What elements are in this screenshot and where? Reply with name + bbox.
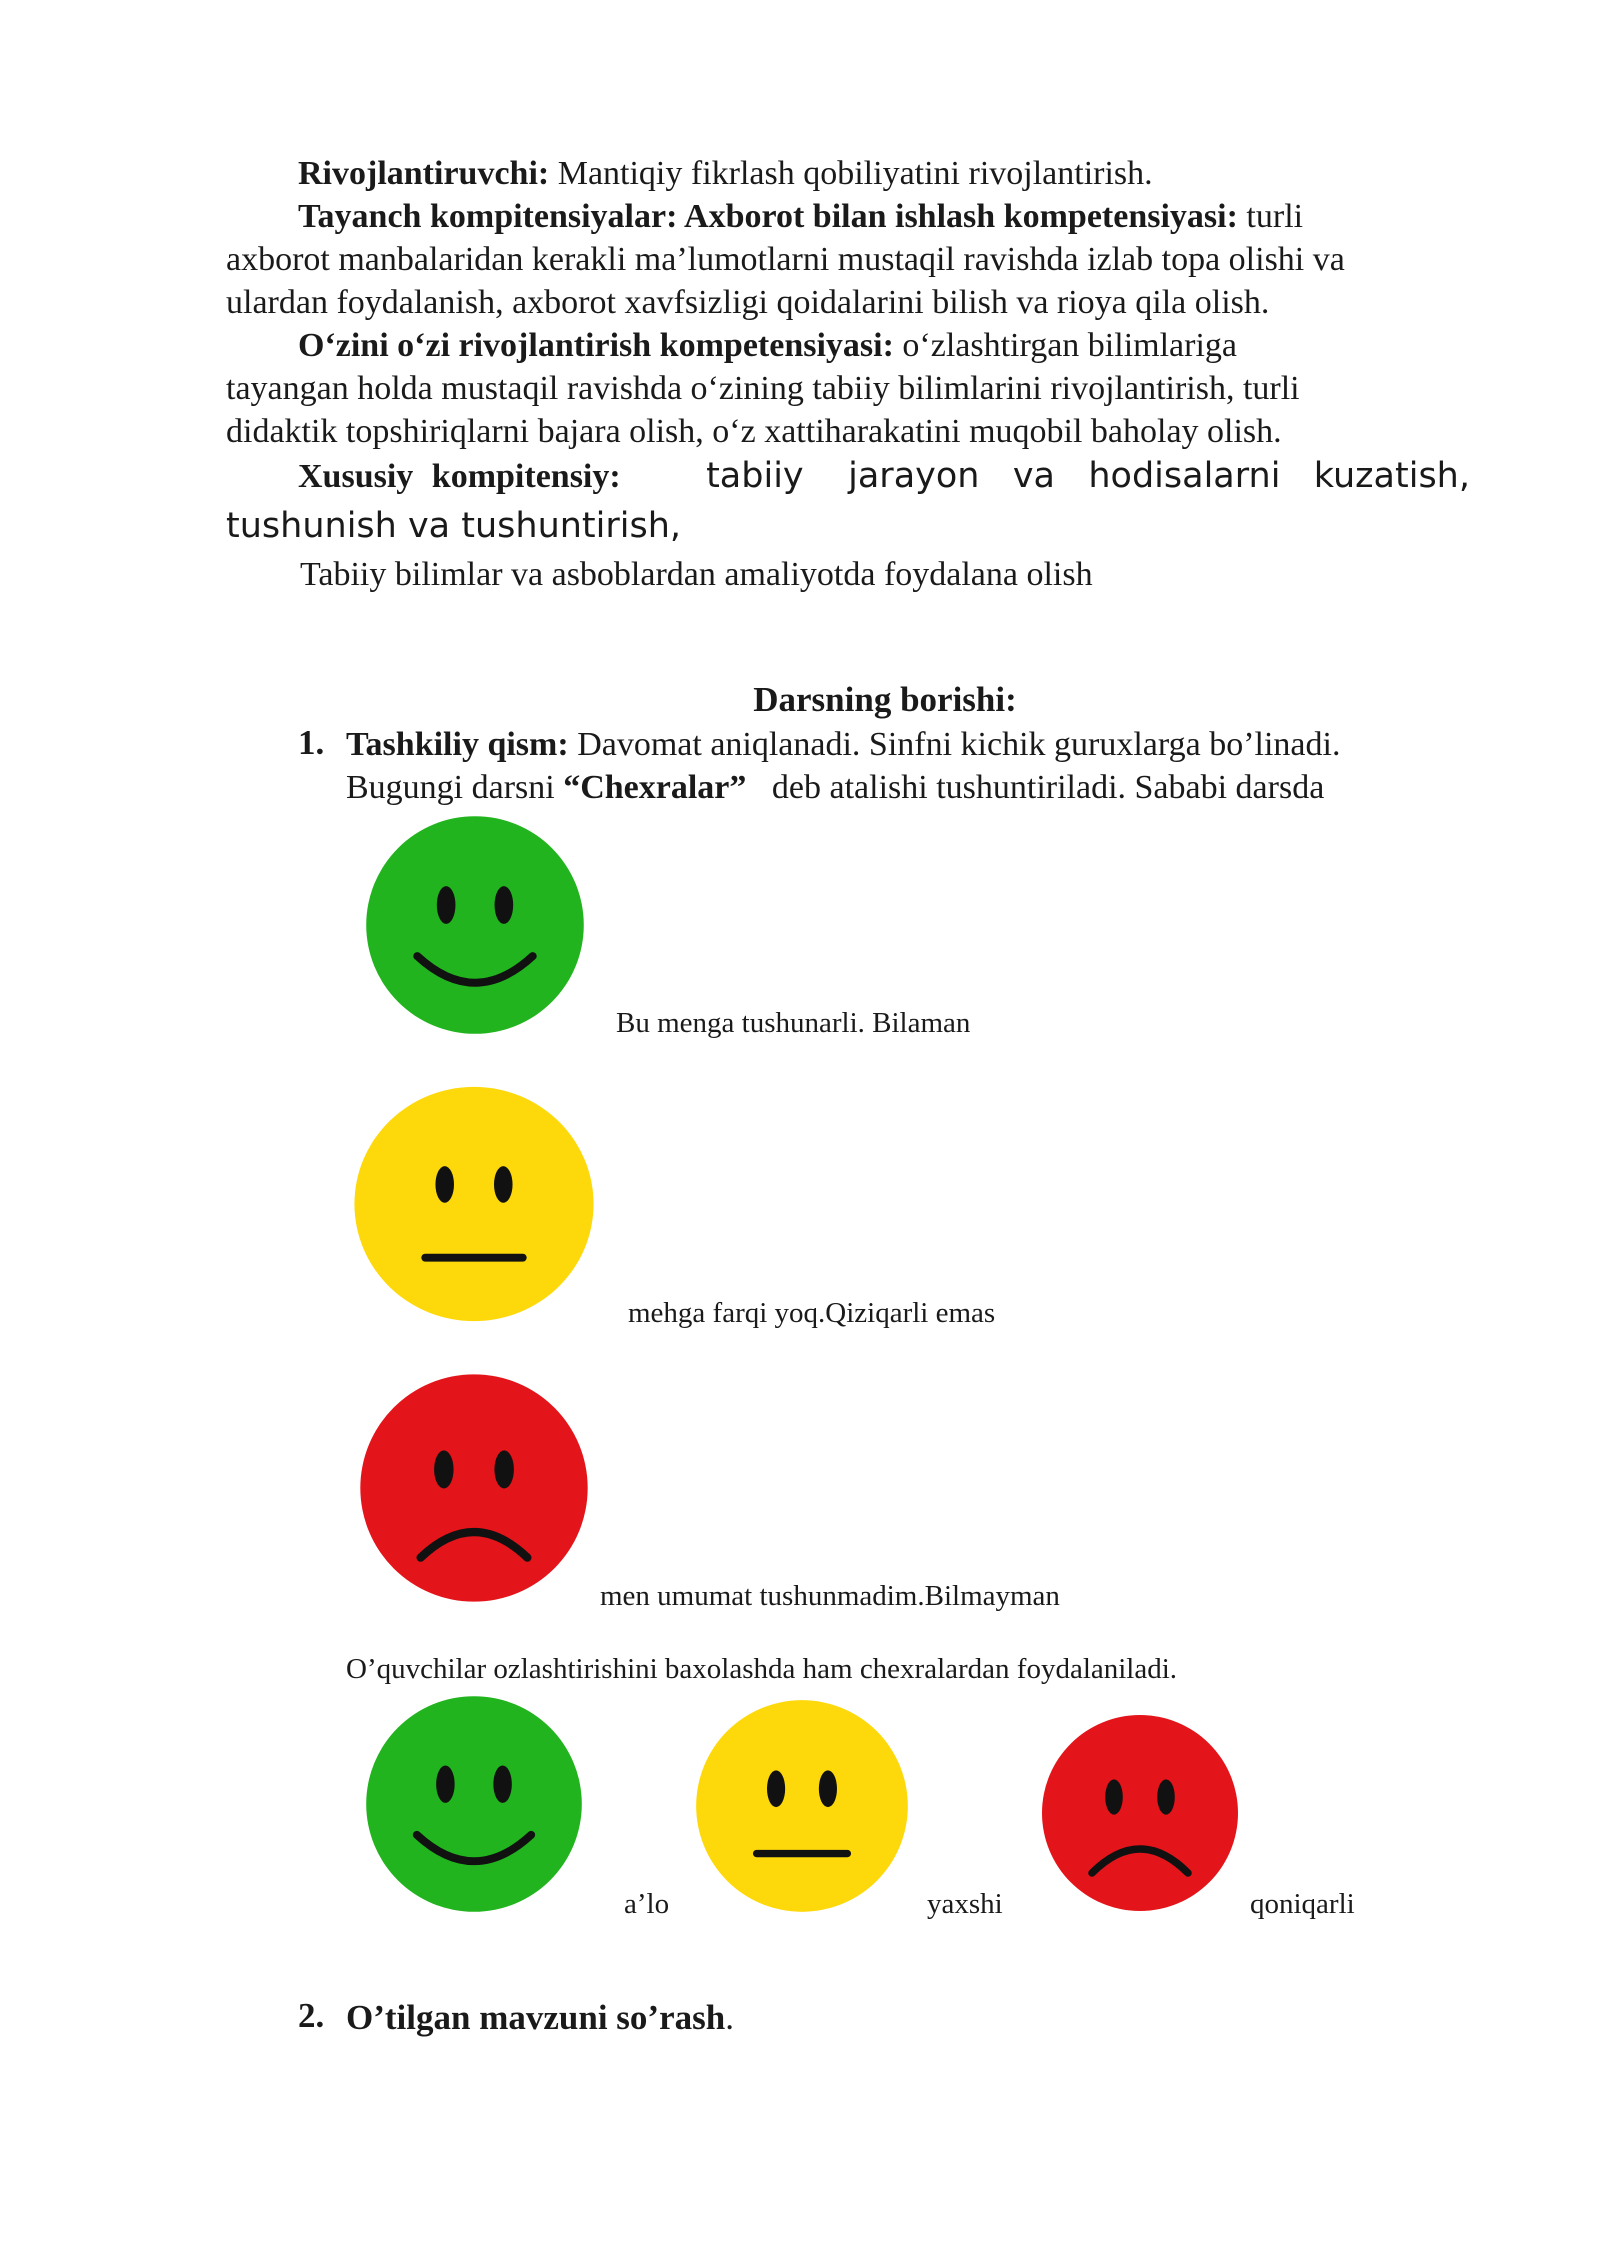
item-2-line	[346, 1996, 734, 2039]
tayanch-line-3: ulardan foydalanish, axborot xavfsizligi qoidalarini bilish va rioya qila olish.	[226, 284, 1270, 321]
xususiy-text-1: tabiiy jarayon va hodisalarni kuzatish,	[706, 456, 1470, 496]
green-face-caption: Bu menga tushunarli. Bilaman	[616, 1007, 971, 1039]
xususiy-line-1	[298, 455, 1470, 498]
item-1-number: 1.	[298, 723, 325, 762]
assessment-line: O’quvchilar ozlashtirishini baxolashda ham chexralardan foydalaniladi.	[346, 1653, 1178, 1685]
ozini-label: O‘zini o‘zi rivojlantirish kompetensiyasi:	[298, 327, 894, 364]
ozini-line-2: tayangan holda mustaqil ravishda o‘zining tabiiy bilimlarini rivojlantirish, turli	[226, 370, 1300, 407]
ozini-line-1	[298, 324, 1237, 367]
grade-yaxshi-label: yaxshi	[927, 1888, 1003, 1920]
item-2-period: .	[725, 1998, 734, 2037]
tayanch-line-1	[298, 195, 1303, 238]
xususiy-label: Xususiy kompitensiy:	[298, 458, 621, 495]
ozini-line-3: didaktik topshiriqlarni bajara olish, o‘z xattiharakatini muqobil baholay olish.	[226, 413, 1282, 450]
rivojlantiruvchi-line	[298, 152, 1153, 195]
tayanch-label: Tayanch kompitensiyalar: Axborot bilan ishlash kompetensiyasi:	[298, 198, 1238, 235]
item-2-number: 2.	[298, 1996, 325, 2035]
grade-sad-face-icon	[1040, 1710, 1240, 1916]
grade-alo-label: a’lo	[624, 1888, 670, 1920]
ozini-text-1: o‘zlashtirgan bilimlariga	[893, 327, 1237, 364]
grade-smiley-face-icon	[364, 1694, 584, 1914]
item-1-text-2a: Bugungi darsni	[346, 769, 564, 806]
xususiy-line-2: tushunish va tushuntirish,	[226, 506, 682, 546]
tabiiy-line: Tabiiy bilimlar va asboblardan amaliyotda foydalana olish	[300, 556, 1093, 593]
item-2-label: O’tilgan mavzuni so’rash	[346, 1998, 726, 2037]
grade-neutral-face-icon	[694, 1698, 910, 1914]
rivojlantiruvchi-label: Rivojlantiruvchi:	[298, 155, 550, 192]
item-1-line-1	[346, 723, 1340, 766]
sad-face-icon	[358, 1370, 590, 1606]
rivojlantiruvchi-text: Mantiqiy fikrlash qobiliyatini rivojlantirish.	[549, 155, 1153, 192]
item-1-label: Tashkiliy qism:	[346, 726, 569, 763]
grade-qoniqarli-label: qoniqarli	[1250, 1888, 1355, 1920]
tayanch-line-2: axborot manbalaridan kerakli ma’lumotlarni mustaqil ravishda izlab topa olishi va	[226, 241, 1345, 278]
item-1-text-1: Davomat aniqlanadi. Sinfni kichik guruxlarga bo’linadi.	[568, 726, 1341, 763]
item-1-text-2c: deb atalishi tushuntiriladi. Sababi darsda	[746, 769, 1325, 806]
neutral-face-icon	[352, 1082, 596, 1326]
item-1-line-2	[346, 766, 1324, 809]
tayanch-text-1: turli	[1237, 198, 1304, 235]
smiley-face-icon	[364, 814, 586, 1036]
section-heading: Darsning borishi:	[753, 680, 1017, 719]
yellow-face-caption: mehga farqi yoq.Qiziqarli emas	[628, 1297, 996, 1329]
chexralar-term: “Chexralar”	[563, 769, 747, 806]
red-face-caption: men umumat tushunmadim.Bilmayman	[600, 1580, 1060, 1612]
